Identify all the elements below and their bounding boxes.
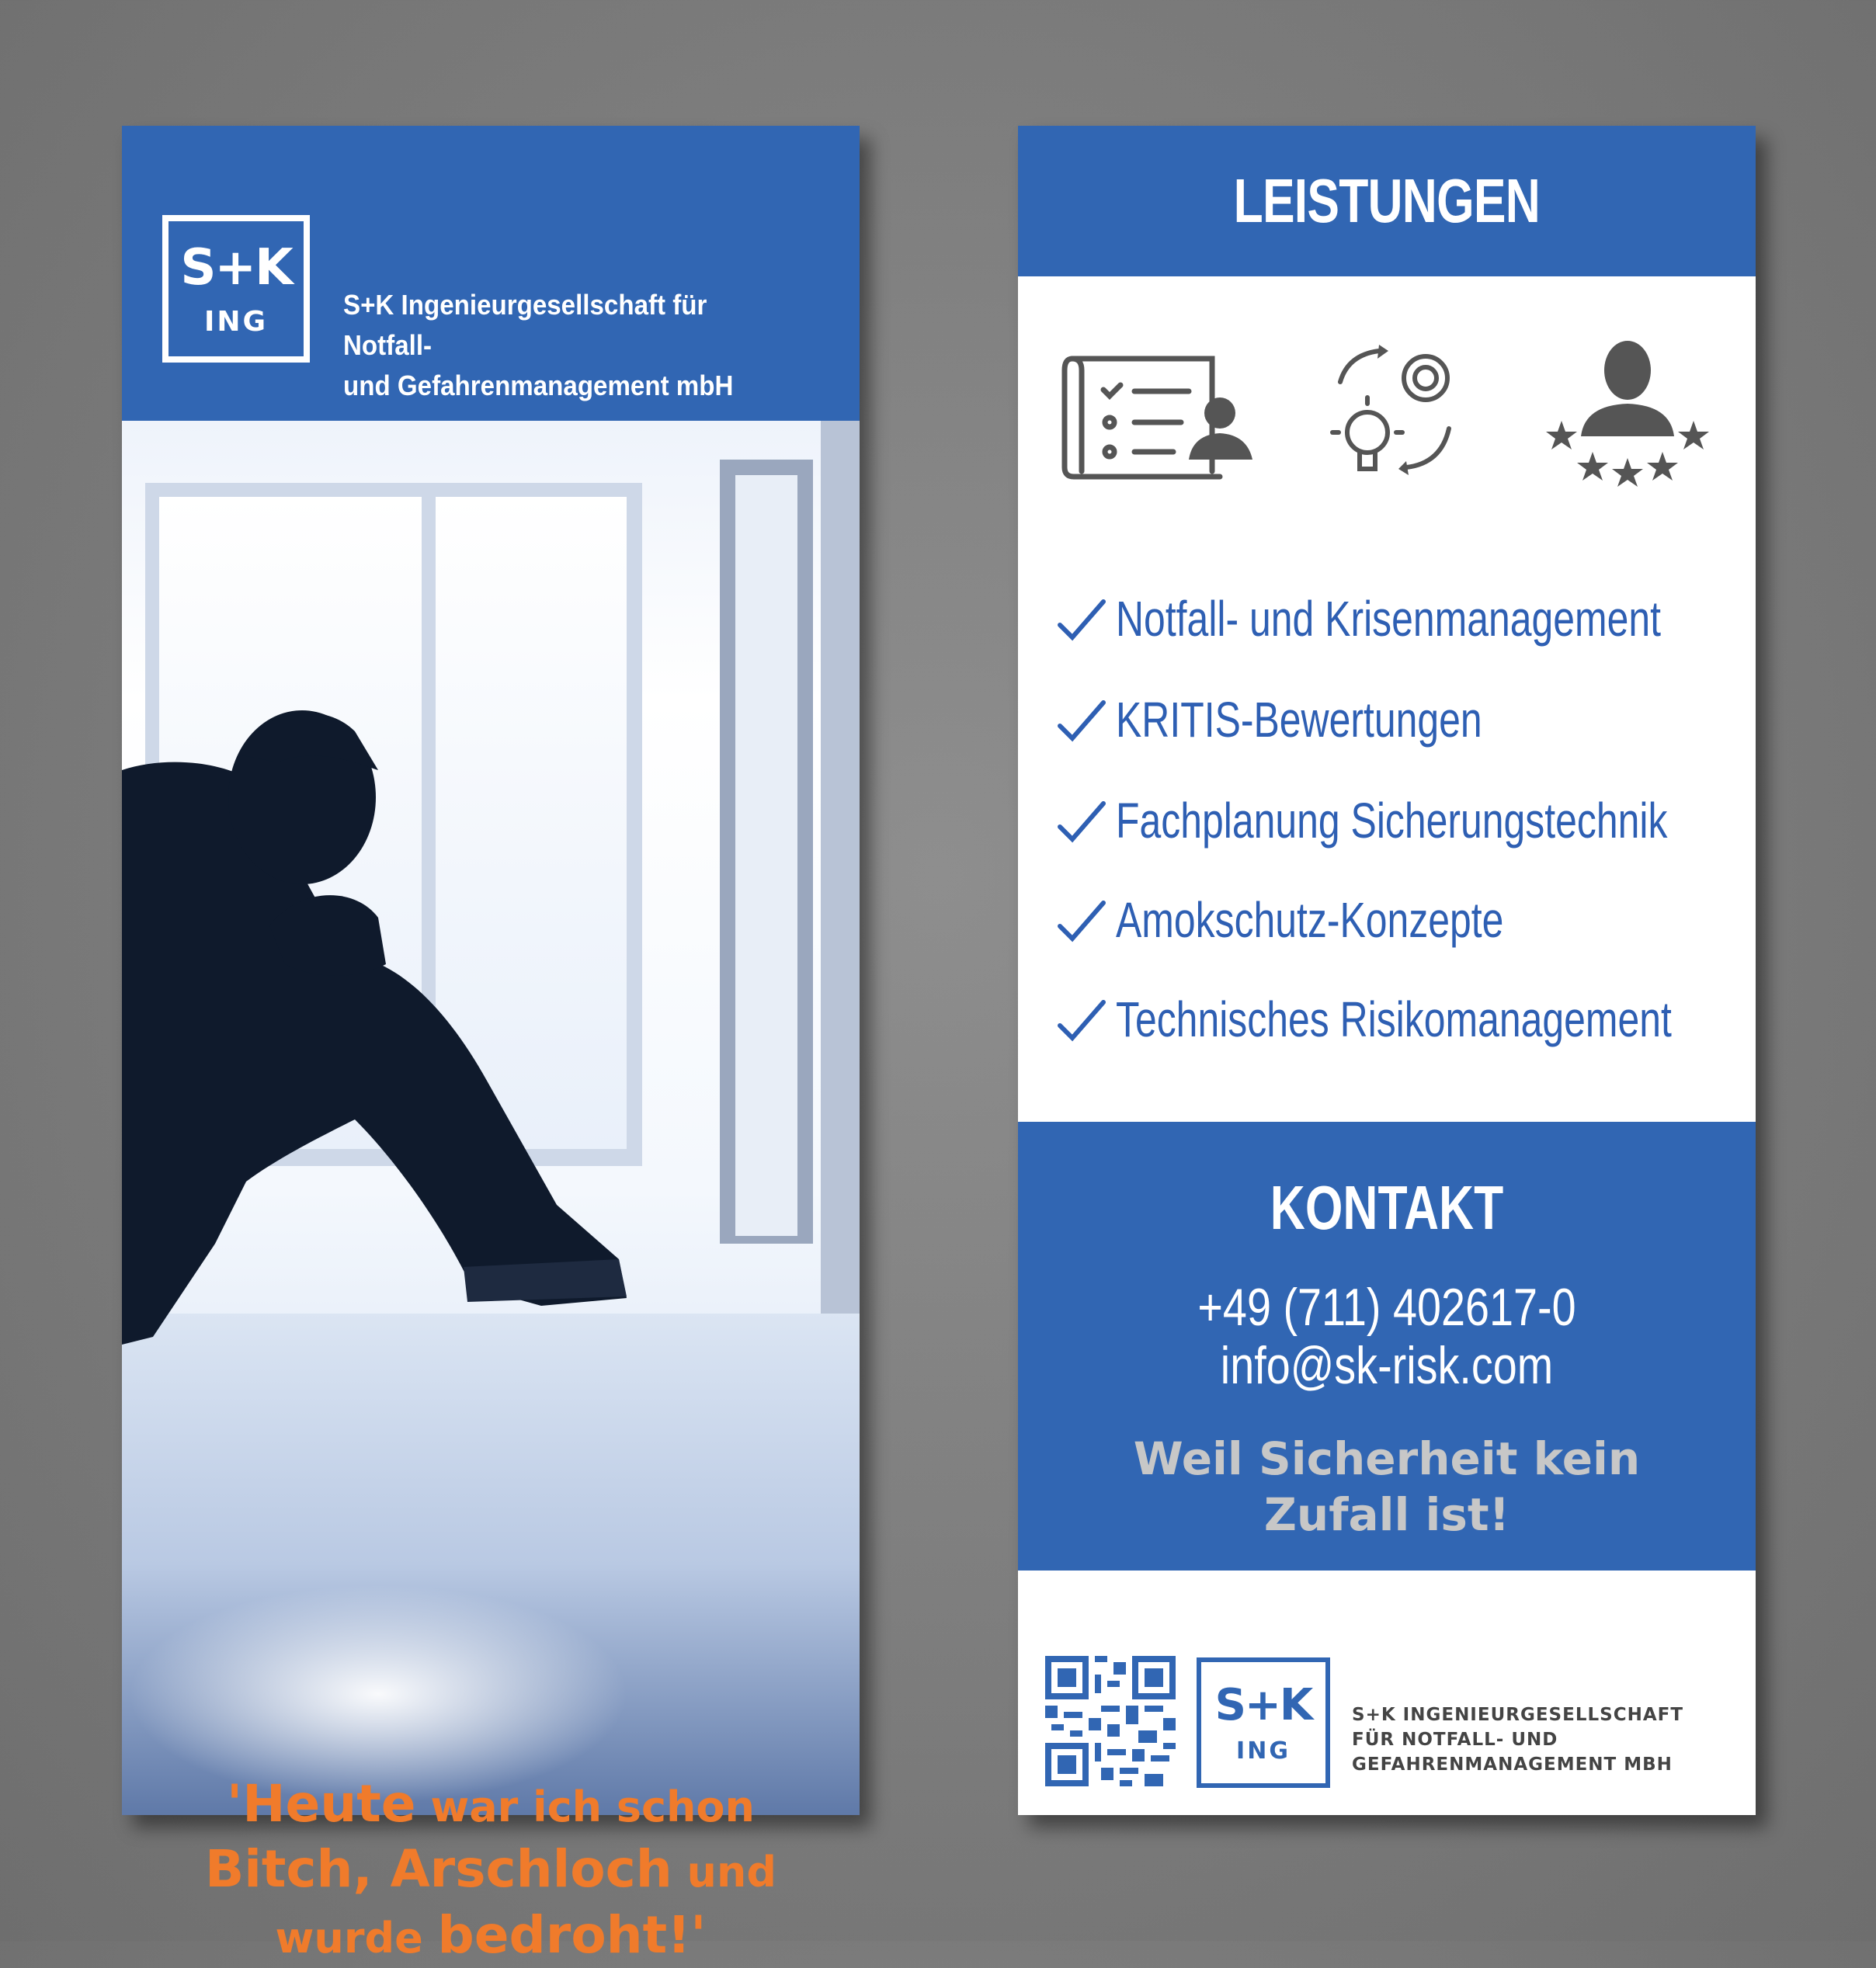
company-name-line1: S+K Ingenieurgesellschaft für Notfall- [343, 289, 707, 361]
check-icon [1057, 595, 1106, 642]
logo-main-text: S+K [180, 239, 292, 297]
footer-company-name [1352, 1702, 1748, 1777]
list-item [1057, 782, 1823, 859]
slogan-line2: Zufall ist! [1263, 1488, 1510, 1541]
list-item [1057, 580, 1815, 658]
quote-emphasis-2: Bitch, Arschloch [204, 1839, 672, 1900]
service-label: KRITIS-Bewertungen [1116, 692, 1482, 748]
quote-emphasis-3: bedroht!' [437, 1904, 707, 1965]
check-icon [1057, 996, 1106, 1043]
footer-logo [1197, 1657, 1330, 1788]
service-label: Amokschutz-Konzepte [1116, 892, 1504, 948]
hero-photo [122, 421, 860, 1965]
footer-logo-sub: ING [1236, 1737, 1291, 1765]
qr-code[interactable] [1045, 1656, 1176, 1786]
service-label: Notfall- und Krisenmanagement [1116, 591, 1662, 647]
services-header [1018, 126, 1756, 276]
company-name-line2: und Gefahrenmanagement mbH [343, 370, 734, 401]
footer-company-line3: GEFAHRENMANAGEMENT MBH [1352, 1755, 1673, 1775]
company-name [343, 285, 801, 406]
flyer-front-page [122, 126, 860, 1965]
footer-company-line1: S+K INGENIEURGESELLSCHAFT [1352, 1705, 1684, 1725]
list-item [1057, 681, 1586, 758]
footer-company-line2: FÜR NOTFALL- UND [1352, 1730, 1558, 1750]
footer-logo-main: S+K [1214, 1680, 1312, 1730]
contact-phone[interactable]: +49 (711) 402617-0 [1197, 1278, 1576, 1337]
quote-text [153, 1772, 829, 1968]
slogan [1018, 1431, 1756, 1543]
front-header [122, 126, 860, 421]
quote-normal-3: wurde [275, 1913, 438, 1963]
idea-cycle-icon [1325, 335, 1472, 483]
list-item [1057, 881, 1613, 959]
quote-emphasis-1: 'Heute [227, 1774, 416, 1834]
slogan-line1: Weil Sicherheit kein [1133, 1432, 1641, 1485]
company-logo [162, 215, 310, 363]
check-icon [1057, 797, 1106, 844]
check-icon [1057, 696, 1106, 743]
contact-title: KONTAKT [1270, 1173, 1504, 1242]
services-title: LEISTUNGEN [1233, 166, 1541, 235]
quote-normal-2: und [672, 1848, 777, 1897]
footer [1018, 1571, 1756, 1815]
plan-checklist-icon [1057, 335, 1266, 483]
expert-rating-icon [1546, 335, 1709, 491]
flyer-back-page [1018, 126, 1756, 1815]
contact-email[interactable]: info@sk-risk.com [1220, 1336, 1554, 1395]
service-label: Technisches Risikomanagement [1116, 991, 1672, 1047]
service-label: Fachplanung Sicherungstechnik [1116, 793, 1668, 849]
contact-section [1018, 1122, 1756, 1571]
quote-normal-1: war ich schon [415, 1782, 755, 1831]
logo-sub-text: ING [203, 306, 269, 338]
silhouette-illustration [122, 421, 860, 1815]
list-item [1057, 981, 1829, 1058]
check-icon [1057, 897, 1106, 943]
